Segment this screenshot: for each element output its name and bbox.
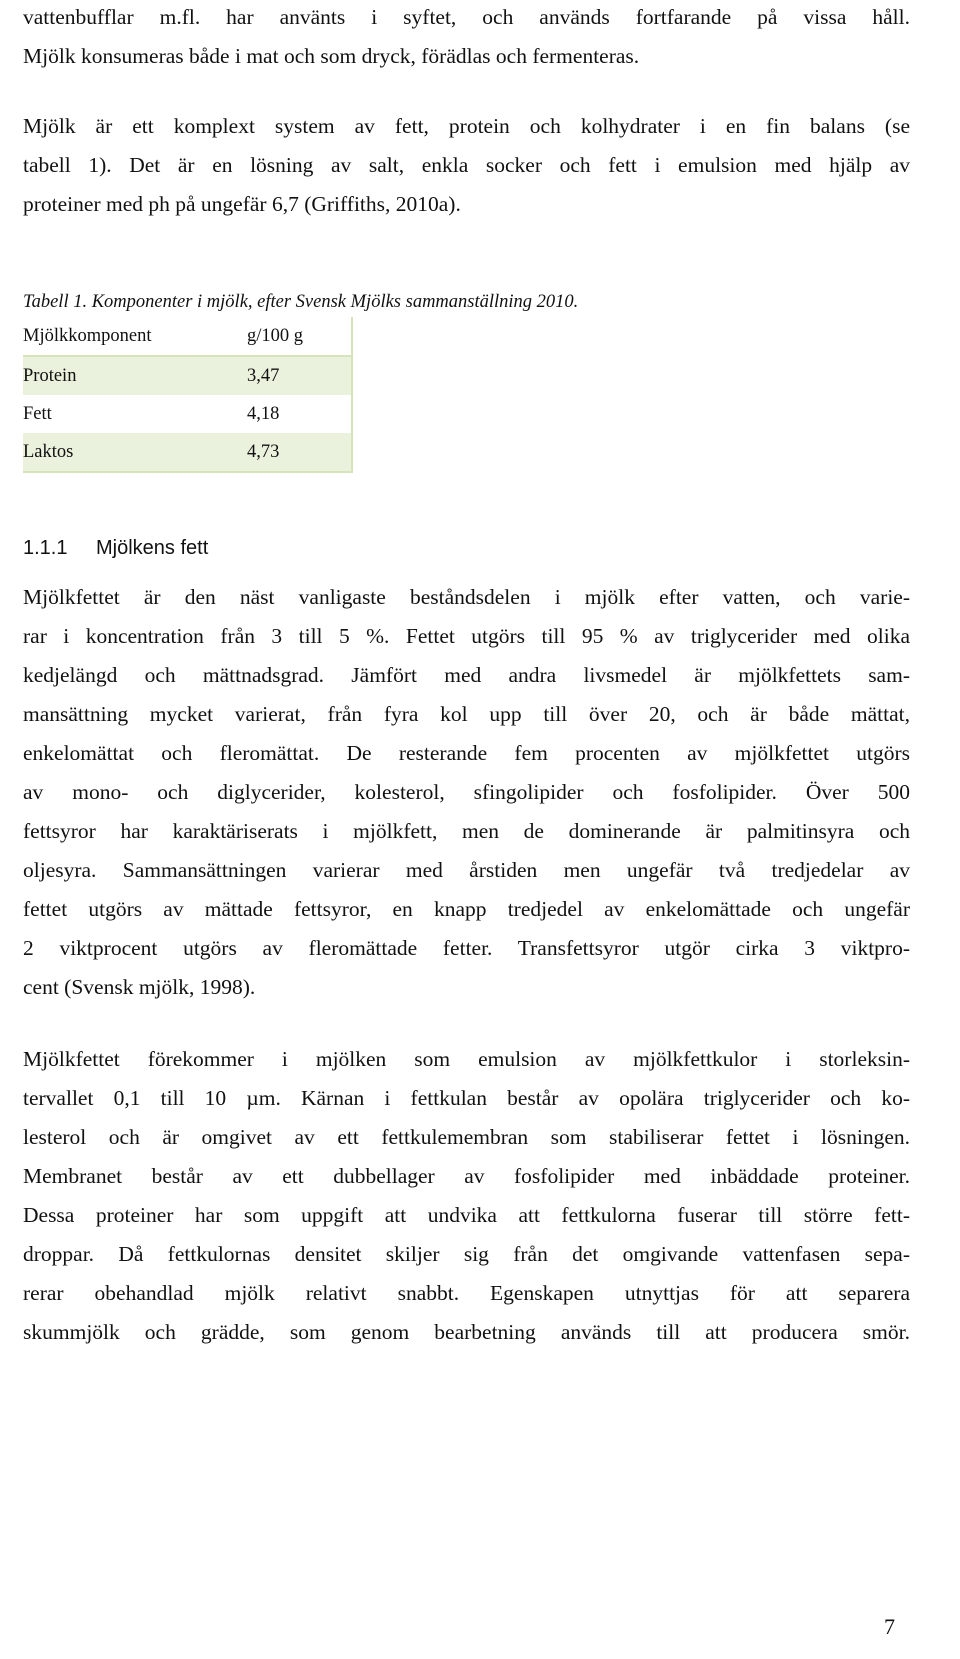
text-line: av mono- och diglycerider, kolesterol, sfingolipider och fosfolipider. Över 500 <box>23 780 910 804</box>
section-number: 1.1.1 <box>23 537 68 559</box>
text-line: fettet utgörs av mättade fettsyror, en knapp tredjedel av enkelomättade och ungefär <box>23 897 910 921</box>
text-line: skummjölk och grädde, som genom bearbetning används till att producera smör. <box>23 1320 910 1344</box>
table-header-cell: Mjölkkomponent <box>23 317 247 356</box>
milk-components-table <box>23 317 353 473</box>
text-line: kedjelängd och mättnadsgrad. Jämfört med andra livsmedel är mjölkfettets sam- <box>23 663 910 687</box>
table-row <box>23 433 352 472</box>
text-line: Membranet består av ett dubbellager av fosfolipider med inbäddade proteiner. <box>23 1164 910 1188</box>
text-line: lesterol och är omgivet av ett fettkulemembran som stabiliserar fettet i lösningen. <box>23 1125 910 1149</box>
table-cell: 3,47 <box>247 356 352 395</box>
section-heading <box>23 537 208 560</box>
text-line: rar i koncentration från 3 till 5 %. Fettet utgörs till 95 % av triglycerider med olika <box>23 624 910 648</box>
table-cell: Protein <box>23 356 247 395</box>
text-line: Mjölk är ett komplext system av fett, protein och kolhydrater i en fin balans (se <box>23 114 910 138</box>
table-cell: Fett <box>23 403 52 424</box>
milk-system-paragraph <box>23 107 910 224</box>
table-cell: Laktos <box>23 433 247 472</box>
text-line: fettsyror har karaktäriserats i mjölkfett, men de dominerande är palmitinsyra och <box>23 819 910 843</box>
table-cell: 4,73 <box>247 433 352 472</box>
table-header-row <box>23 317 352 356</box>
table-cell: 4,18 <box>247 395 352 433</box>
text-line: Mjölk konsumeras både i mat och som dryck, förädlas och fermenteras. <box>23 44 640 68</box>
text-line: droppar. Då fettkulornas densitet skiljer sig från det omgivande vattenfasen sepa- <box>23 1242 910 1266</box>
text-line: tabell 1). Det är en lösning av salt, enkla socker och fett i emulsion med hjälp av <box>23 153 910 177</box>
text-line: oljesyra. Sammansättningen varierar med årstiden men ungefär två tredjedelar av <box>23 858 910 882</box>
text-line: tervallet 0,1 till 10 µm. Kärnan i fettkulan består av opolära triglycerider och ko- <box>23 1086 910 1110</box>
section-title: Mjölkens fett <box>96 537 209 559</box>
text-line: mansättning mycket varierat, från fyra kol upp till över 20, och är både mättat, <box>23 702 910 726</box>
text-line: Dessa proteiner har som uppgift att undvika att fettkulorna fuserar till större fett- <box>23 1203 910 1227</box>
intro-paragraph <box>23 0 910 76</box>
page-number: 7 <box>884 1614 895 1639</box>
text-line: 2 viktprocent utgörs av fleromättade fetter. Transfettsyror utgör cirka 3 viktpro- <box>23 936 910 960</box>
fat-globule-paragraph <box>23 1040 910 1352</box>
milk-fat-paragraph <box>23 578 910 1007</box>
table-caption: Tabell 1. Komponenter i mjölk, efter Svensk Mjölks sammanställning 2010. <box>23 292 579 312</box>
table-row <box>23 395 352 433</box>
text-line: cent (Svensk mjölk, 1998). <box>23 975 256 999</box>
text-line: proteiner med ph på ungefär 6,7 (Griffiths, 2010a). <box>23 192 461 216</box>
table-row <box>23 356 352 395</box>
text-line: Mjölkfettet är den näst vanligaste beståndsdelen i mjölk efter vatten, och varie- <box>23 585 910 609</box>
text-line: Mjölkfettet förekommer i mjölken som emulsion av mjölkfettkulor i storleksin- <box>23 1047 910 1071</box>
text-line: rerar obehandlad mjölk relativt snabbt. Egenskapen utnyttjas för att separera <box>23 1281 910 1305</box>
text-line: enkelomättat och fleromättat. De resterande fem procenten av mjölkfettet utgörs <box>23 741 910 765</box>
table-header-cell: g/100 g <box>247 317 352 356</box>
text-line: vattenbufflar m.fl. har använts i syftet, och används fortfarande på vissa håll. <box>23 5 910 29</box>
